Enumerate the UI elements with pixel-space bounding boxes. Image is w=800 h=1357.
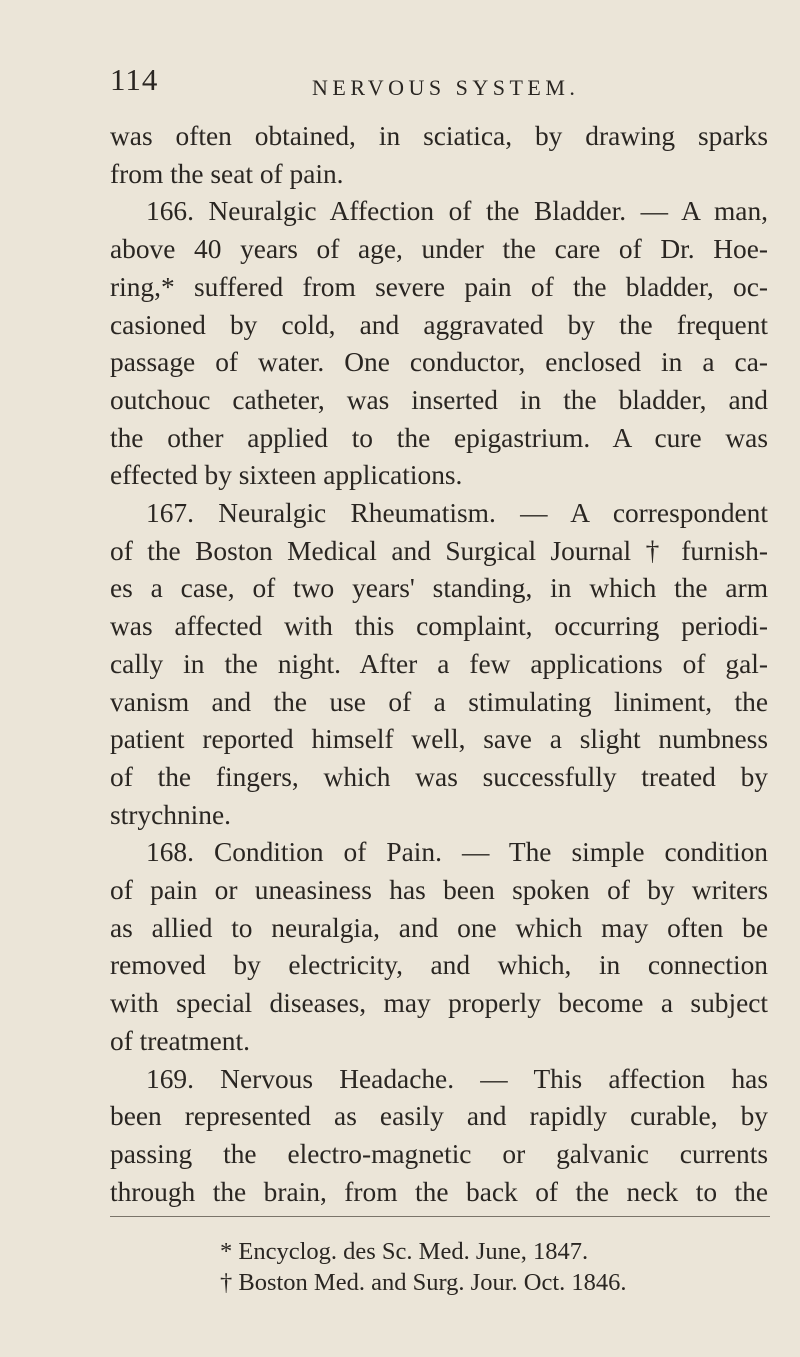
text-line: outchouc catheter, was inserted in the bladder, and (110, 384, 768, 415)
text-line: through the brain, from the back of the neck to the (110, 1176, 768, 1207)
text-line: was affected with this complaint, occurring periodi- (110, 611, 768, 642)
text-line: patient reported himself well, save a slight numbness (110, 724, 768, 755)
text-line: as allied to neuralgia, and one which may often be (110, 912, 768, 943)
text-line: been represented as easily and rapidly curable, by (110, 1101, 768, 1132)
text-line: es a case, of two years' standing, in which the arm (110, 573, 768, 604)
text-line: effected by sixteen applications. (110, 460, 463, 491)
text-line: passing the electro-magnetic or galvanic currents (110, 1138, 768, 1169)
text-line: of pain or uneasiness has been spoken of by writers (110, 875, 768, 906)
text-line: the other applied to the epigastrium. A cure was (110, 422, 768, 453)
text-line: was often obtained, in sciatica, by drawing sparks (110, 121, 768, 151)
text-line: from the seat of pain. (110, 158, 344, 189)
footnote: † Boston Med. and Surg. Jour. Oct. 1846. (220, 1269, 627, 1296)
text-line: passage of water. One conductor, enclosed in a ca- (110, 347, 768, 378)
text-line: casioned by cold, and aggravated by the frequent (110, 309, 768, 340)
text-line: vanism and the use of a stimulating liniment, the (110, 686, 768, 717)
text-line: with special diseases, may properly become a subject (110, 988, 768, 1019)
body-text (110, 118, 768, 1211)
text-line: ring,* suffered from severe pain of the bladder, oc- (110, 271, 768, 302)
text-line: 167. Neuralgic Rheumatism. — A correspondent (146, 498, 768, 529)
text-line: strychnine. (110, 799, 231, 830)
footnotes (220, 1236, 690, 1298)
text-line: removed by electricity, and which, in connection (110, 950, 768, 981)
text-line: above 40 years of age, under the care of Dr. Hoe- (110, 234, 768, 265)
footnote: * Encyclog. des Sc. Med. June, 1847. (220, 1238, 589, 1265)
text-line: 166. Neuralgic Affection of the Bladder. — A man, (146, 196, 768, 227)
text-line: 169. Nervous Headache. — This affection has (146, 1063, 768, 1094)
footnote-divider (110, 1216, 770, 1217)
text-line: cally in the night. After a few applications of gal- (110, 648, 768, 679)
text-line: 168. Condition of Pain. — The simple condition (146, 837, 768, 868)
text-line: of the Boston Medical and Surgical Journal † furnish- (110, 535, 768, 566)
page-number: 114 (110, 62, 159, 97)
running-head (110, 62, 770, 102)
running-title: NERVOUS SYSTEM. (312, 75, 580, 100)
text-line: of the fingers, which was successfully treated by (110, 761, 768, 792)
text-line: of treatment. (110, 1025, 250, 1056)
